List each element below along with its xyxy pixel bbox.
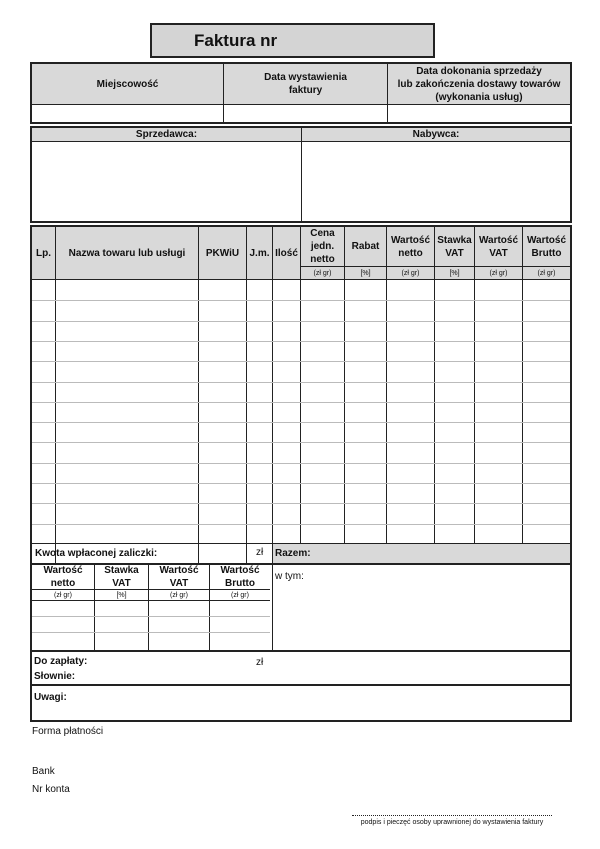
adv-vat-2: VAT xyxy=(169,578,189,589)
col-qty: Ilość xyxy=(275,247,298,259)
payment-due-currency: zł xyxy=(256,657,264,668)
adv-unit-gross: (zł gr) xyxy=(231,591,249,599)
parties-section xyxy=(30,126,572,223)
col-vat-2: VAT xyxy=(489,247,508,259)
place-label: Miejscowość xyxy=(96,78,159,90)
notes-section xyxy=(30,684,572,722)
adv-unit-rate: [%] xyxy=(116,591,127,599)
seller-field[interactable] xyxy=(32,142,301,221)
sale-date-label-3: (wykonania usług) xyxy=(435,91,523,103)
notes-label: Uwagi: xyxy=(34,692,67,703)
signature-line xyxy=(352,815,552,816)
item-rows[interactable] xyxy=(32,280,570,543)
table-row xyxy=(32,382,570,383)
signature-label: podpis i pieczęć osoby uprawnionej do wystawienia faktury xyxy=(360,819,544,826)
table-row xyxy=(32,300,570,301)
invoice-title xyxy=(150,23,435,58)
col-discount: Rabat xyxy=(351,241,380,252)
adv-net: Wartość xyxy=(43,565,83,576)
table-row xyxy=(32,524,570,525)
col-price-2: jedn. xyxy=(310,241,335,252)
payment-form-label: Forma płatności xyxy=(32,726,104,737)
table-row xyxy=(32,503,570,504)
col-price-3: netto xyxy=(310,254,335,265)
col-lp: Lp. xyxy=(36,247,51,259)
table-row xyxy=(32,442,570,443)
col-name: Nazwa towaru lub usługi xyxy=(68,247,186,259)
adv-vat: Wartość xyxy=(159,565,199,576)
col-gross: Wartość xyxy=(526,234,567,246)
buyer-field[interactable] xyxy=(302,142,570,221)
sale-date-label-2: lub zakończenia dostawy towarów xyxy=(397,78,561,90)
issue-date-field[interactable] xyxy=(224,105,387,122)
adv-unit-net: (zł gr) xyxy=(54,591,72,599)
adv-rate-2: VAT xyxy=(112,578,131,589)
table-row xyxy=(32,361,570,362)
sale-date-label: Data dokonania sprzedaży xyxy=(416,65,542,77)
issue-date-label-2: faktury xyxy=(288,85,323,96)
items-table xyxy=(30,225,572,565)
place-field[interactable] xyxy=(32,105,223,122)
unit-price: (zł gr) xyxy=(313,269,332,277)
seller-label: Sprzedawca: xyxy=(135,129,198,140)
col-net-2: netto xyxy=(398,247,423,259)
payment-due-section xyxy=(30,650,572,686)
col-vatrate-2: VAT xyxy=(445,247,464,259)
table-row xyxy=(32,402,570,403)
col-jm: J.m. xyxy=(249,247,270,259)
adv-net-2: netto xyxy=(50,578,76,589)
adv-gross: Wartość xyxy=(220,565,260,576)
table-row xyxy=(32,341,570,342)
account-label: Nr konta xyxy=(32,784,70,795)
summary-section xyxy=(30,563,572,652)
col-vatrate: Stawka xyxy=(437,234,472,246)
unit-net: (zł gr) xyxy=(401,269,420,277)
including-label: w tym: xyxy=(275,571,304,582)
adv-unit-vat: (zł gr) xyxy=(170,591,188,599)
col-vat: Wartość xyxy=(478,234,519,246)
bank-label: Bank xyxy=(32,766,55,777)
table-row xyxy=(32,422,570,423)
payment-due-label: Do zapłaty: xyxy=(34,656,88,667)
in-words-label: Słownie: xyxy=(34,671,76,682)
advance-label: Kwota wpłaconej zaliczki: xyxy=(35,548,158,559)
table-row xyxy=(32,483,570,484)
invoice-title-text: Faktura nr xyxy=(194,30,278,50)
header-section xyxy=(30,62,572,124)
advance-currency: zł xyxy=(256,547,264,558)
adv-gross-2: Brutto xyxy=(225,578,255,589)
table-row xyxy=(32,321,570,322)
adv-rate: Stawka xyxy=(104,565,139,576)
total-label: Razem: xyxy=(275,548,311,559)
col-price: Cena xyxy=(310,228,335,239)
table-row xyxy=(32,463,570,464)
unit-gross: (zł gr) xyxy=(537,269,556,277)
advance-table xyxy=(32,565,270,650)
buyer-label: Nabywca: xyxy=(412,129,460,140)
col-net: Wartość xyxy=(390,234,431,246)
col-gross-2: Brutto xyxy=(531,247,562,259)
issue-date-label: Data wystawienia xyxy=(264,72,347,83)
sale-date-field[interactable] xyxy=(388,105,570,122)
unit-vat: (zł gr) xyxy=(489,269,508,277)
col-pkwiu: PKWiU xyxy=(205,247,240,259)
unit-discount: [%] xyxy=(360,269,371,277)
unit-vatrate: [%] xyxy=(449,269,460,277)
